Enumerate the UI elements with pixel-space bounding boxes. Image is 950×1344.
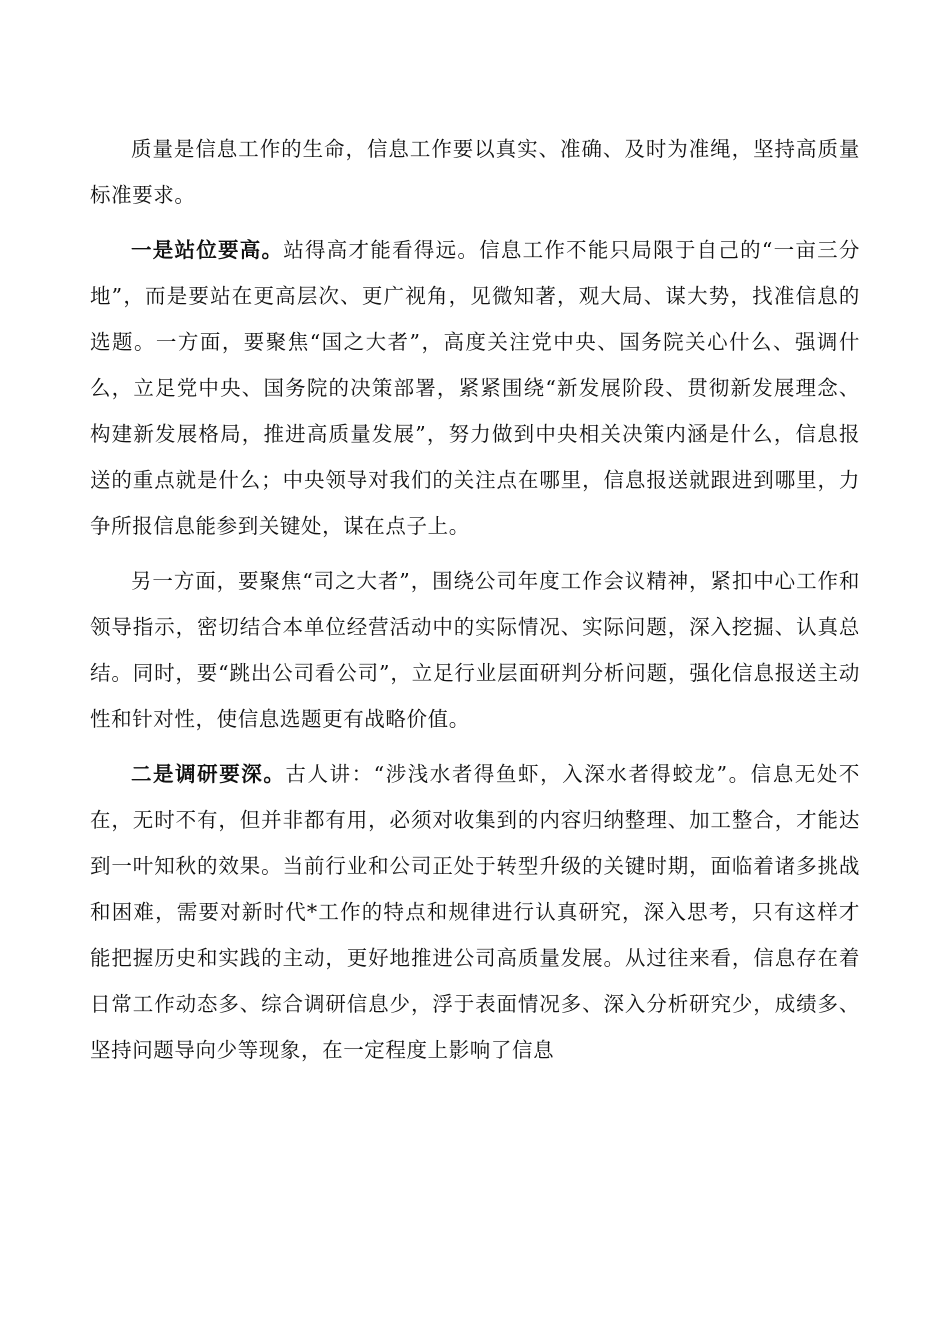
paragraph-lead-heading: 一是站位要高。 <box>131 238 284 262</box>
paragraph-lead-heading: 二是调研要深。 <box>131 762 286 786</box>
paragraph-stance-high <box>90 227 860 549</box>
paragraph-text: 古人讲：“涉浅水者得鱼虾，入深水者得蛟龙”。信息无处不在，无时不有，但并非都有用，必须对收集到的内容归纳整理、加工整合，才能达到一叶知秋的效果。当前行业和公司正处于转型升级的关键时期，面临着诸多挑战和困难，需要对新时代*工作的特点和规律进行认真研究，深入思考，只有这样才能把握历史和实践的主动，更好地推进公司高质量发展。从过往来看，信息存在着日常工作动态多、综合调研信息少，浮于表面情况多、深入分析研究少，成绩多、坚持问题导向少等现象，在一定程度上影响了信息 <box>90 762 860 1062</box>
paragraph-text: 站得高才能看得远。信息工作不能只局限于自己的“一亩三分地”，而是要站在更高层次、更广视角，见微知著，观大局、谋大势，找准信息的选题。一方面，要聚焦“国之大者”，高度关注党中央、国务院关心什么、强调什么，立足党中央、国务院的决策部署，紧紧围绕“新发展阶段、贯彻新发展理念、构建新发展格局，推进高质量发展”，努力做到中央相关决策内涵是什么，信息报送的重点就是什么；中央领导对我们的关注点在哪里，信息报送就跟进到哪里，力争所报信息能参到关键处，谋在点子上。 <box>90 238 861 538</box>
paragraph-text: 质量是信息工作的生命，信息工作要以真实、准确、及时为准绳，坚持高质量标准要求。 <box>90 137 860 207</box>
document-body <box>90 126 860 1082</box>
paragraph-text: 另一方面，要聚焦“司之大者”，围绕公司年度工作会议精神，紧扣中心工作和领导指示，密切结合本单位经营活动中的实际情况、实际问题，深入挖掘、认真总结。同时，要“跳出公司看公司”，立足行业层面研判分析问题，强化信息报送主动性和针对性，使信息选题更有战略价值。 <box>90 569 860 731</box>
paragraph-research-deep <box>90 751 860 1073</box>
paragraph-quality-intro <box>90 126 860 218</box>
paragraph-company-focus <box>90 558 860 742</box>
